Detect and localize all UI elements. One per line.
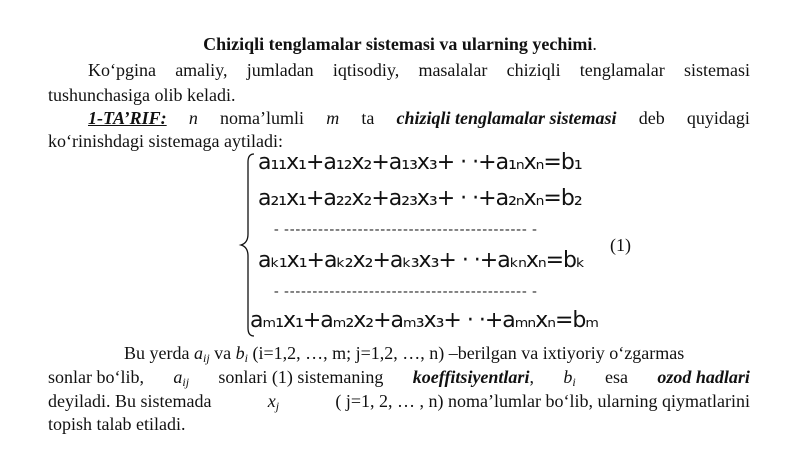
var-aij-2: $a_{ij}$ [173,367,190,389]
word: chiziqli [506,60,561,80]
definition-line-1 [88,108,750,129]
definition-line-2: ko‘rinishdagi sistemaga aytiladi: [48,131,283,151]
word: noma’lumli [220,108,305,128]
intro-line-2: tushunchasiga olib keladi. [48,85,236,105]
var-aij: $a_{ij}$ [193,343,210,365]
word: va [214,343,232,363]
word: ta [361,108,375,128]
definition-term: chiziqli tenglamalar sistemasi [396,108,617,128]
definition-label: 1-TA’RIF: [88,108,167,128]
equation-system [236,150,636,340]
equation-k: aₖ₁x₁+aₖ₂x₂+aₖ₃x₃+ · ·+aₖₙxₙ=bₖ [258,248,585,273]
page-title [0,34,800,55]
word: tenglamalar [579,60,665,80]
intro-line-1 [88,60,750,81]
koef-group: koeffitsiyentlari, [412,367,534,387]
word: ( j=1, 2, … , n) noma’lumlar bo‘lib, ularning qiymatlarini [335,391,750,411]
word: Bu yerda [124,343,190,363]
equation-number: (1) [610,235,631,255]
title-text: Chiziqli tenglamalar sistemasi va ularning yechimi [203,34,593,54]
equation-2: a₂₁x₁+a₂₂x₂+a₂₃x₃+ · ·+a₂ₙxₙ=b₂ [258,186,582,211]
explain-line-3 [48,391,750,414]
word: Ko‘pgina [88,60,156,80]
word: jumladan [246,60,314,80]
dots-row-1: - ------------------------------------------- - [274,222,538,237]
var-bi-2: $b_i$ [563,367,576,389]
var-bi: $b_i$ [235,343,248,365]
explain-line-2 [48,367,750,390]
word: deb [638,108,665,128]
range-text: (i=1,2, …, m; j=1,2, …, n) –berilgan va ixtiyoriy o‘zgarmas [252,343,685,363]
word: sonlari (1) sistemaning [218,367,384,387]
equation-1: a₁₁x₁+a₁₂x₂+a₁₃x₃+ · ·+a₁ₙxₙ=b₁ [258,150,582,175]
var-xj: $x_j$ [267,391,280,413]
ozod-hadlari-term: ozod hadlari [657,367,750,387]
word: sonlar bo‘lib, [48,367,144,387]
word: esa [605,367,629,387]
equation-m: aₘ₁x₁+aₘ₂x₂+aₘ₃x₃+ · ·+aₘₙxₙ=bₘ [250,308,599,333]
word: deyiladi. Bu sistemada [48,391,212,411]
word: amaliy, [175,60,228,80]
var-m: m [326,108,340,128]
explain-line-4: topish talab etiladi. [48,414,186,434]
title-dot: . [592,34,597,54]
word: iqtisodiy, [332,60,400,80]
dots-row-2: - ------------------------------------------- - [274,284,538,299]
var-n: n [188,108,198,128]
explain-line-1 [124,343,684,366]
koeffitsiyentlari-term: koeffitsiyentlari [412,367,530,387]
word: sistemasi [683,60,750,80]
word: masalalar [418,60,488,80]
word: quyidagi [686,108,750,128]
